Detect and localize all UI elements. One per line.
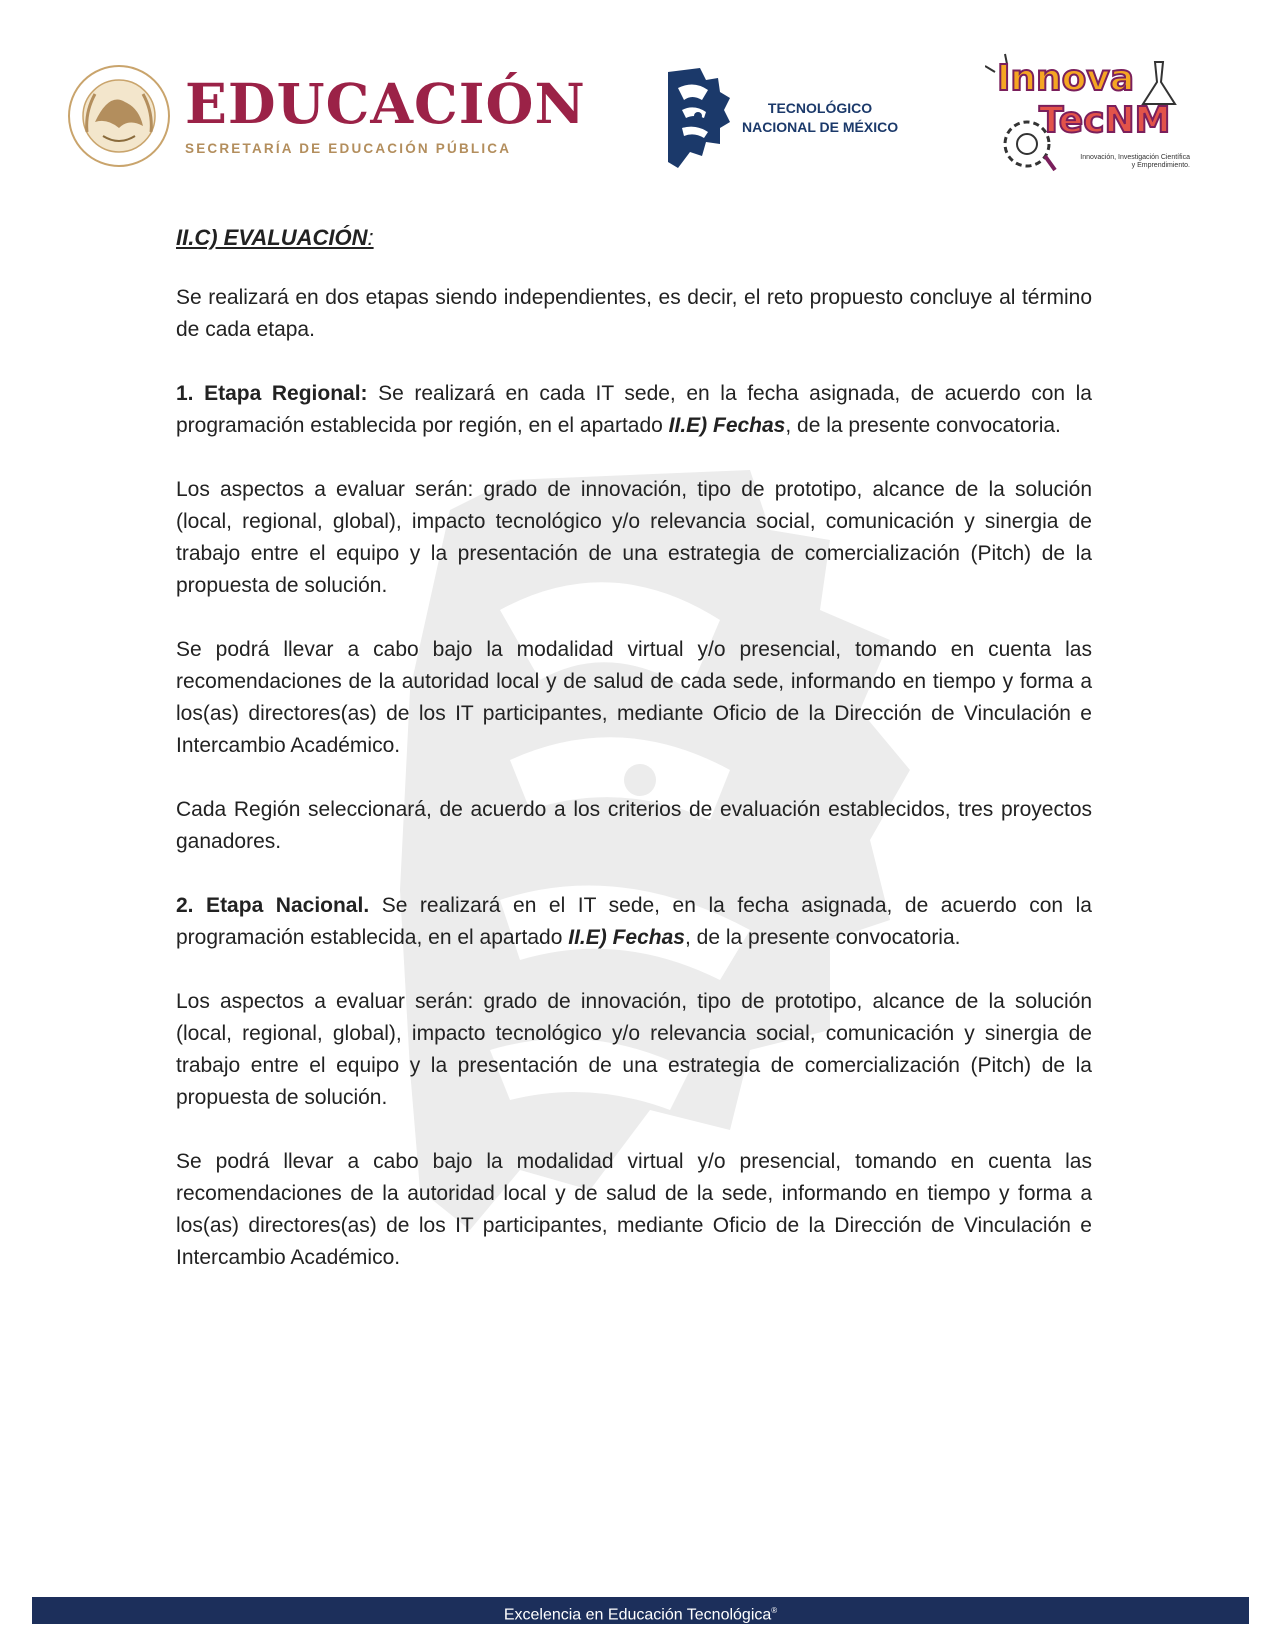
- national-stage-label: 2. Etapa Nacional.: [176, 894, 370, 917]
- national-aspects-paragraph: Los aspectos a evaluar serán: grado de innovación, tipo de prototipo, alcance de la solución (local, regional, global), impacto tecnológico y/o relevancia social, comunicación y sinergia de trabajo entre el equipo y la presentación de una estrategia de comercialización (Pitch) de la propuesta de solución.: [176, 990, 1092, 1109]
- regional-stage-text: Se realizará en cada IT sede, en la fecha asignada, de acuerdo con la programación establecida por región, en el apartado: [176, 382, 1092, 437]
- tecnm-logo: [660, 66, 898, 170]
- national-modality-paragraph: Se podrá llevar a cabo bajo la modalidad virtual y/o presencial, tomando en cuenta las recomendaciones de la autoridad local y de salud de la sede, informando en tiempo y forma a los(as) directores(as) de los IT participantes, mediante Oficio de la Dirección de Vinculación e Intercambio Académico.: [176, 1150, 1092, 1269]
- sep-title: EDUCACIÓN: [185, 71, 586, 136]
- regional-stage-text-end: , de la presente convocatoria.: [785, 414, 1061, 437]
- mexican-seal-icon: [65, 62, 173, 170]
- tecnm-line2: NACIONAL DE MÉXICO: [742, 119, 899, 135]
- registered-mark: ®: [771, 1606, 778, 1615]
- regional-stage-label: 1. Etapa Regional:: [176, 382, 368, 405]
- intro-paragraph: Se realizará en dos etapas siendo independientes, es decir, el reto propuesto concluye al término de cada etapa.: [176, 286, 1092, 341]
- innova-word: Innova: [997, 58, 1135, 99]
- sep-logo: [65, 62, 586, 170]
- regional-dates-reference: II.E) Fechas: [668, 414, 786, 437]
- national-stage-text: Se realizará en el IT sede, en la fecha asignada, de acuerdo con la programación establecida, en el apartado: [176, 894, 1092, 949]
- innova-tecnm-logo: [985, 52, 1205, 182]
- regional-stage-paragraph: [176, 378, 1092, 442]
- regional-aspects-paragraph: Los aspectos a evaluar serán: grado de innovación, tipo de prototipo, alcance de la solución (local, regional, global), impacto tecnológico y/o relevancia social, comunicación y sinergia de trabajo entre el equipo y la presentación de una estrategia de comercialización (Pitch) de la propuesta de solución.: [176, 478, 1092, 597]
- tecnm-line1: TECNOLÓGICO: [767, 100, 873, 116]
- section-heading: [176, 222, 1092, 254]
- regional-modality-paragraph: Se podrá llevar a cabo bajo la modalidad virtual y/o presencial, tomando en cuenta las recomendaciones de la autoridad local y de salud de cada sede, informando en tiempo y forma a los(as) directores(as) de los IT participantes, mediante Oficio de la Dirección de Vinculación e Intercambio Académico.: [176, 638, 1092, 757]
- tecnm-gear-icon: [660, 66, 732, 170]
- section-heading-colon: :: [367, 225, 374, 250]
- page-footer: [32, 1597, 1249, 1624]
- national-stage-paragraph: [176, 890, 1092, 954]
- page-header: [0, 0, 1275, 190]
- regional-winners-paragraph: Cada Región seleccionará, de acuerdo a los criterios de evaluación establecidos, tres proyectos ganadores.: [176, 798, 1092, 853]
- document-body: [176, 222, 1092, 1306]
- innova-tagline: Innovación, Investigación Científica y Emprendimiento.: [1080, 154, 1190, 169]
- national-dates-reference: II.E) Fechas: [568, 926, 685, 949]
- footer-text: Excelencia en Educación Tecnológica: [503, 1606, 772, 1624]
- section-heading-text: II.C) EVALUACIÓN: [176, 225, 368, 250]
- sep-subtitle: SECRETARÍA DE EDUCACIÓN PÚBLICA: [185, 141, 512, 156]
- national-stage-text-end: , de la presente convocatoria.: [684, 926, 961, 949]
- tecnm-word: TecNM: [1039, 100, 1171, 141]
